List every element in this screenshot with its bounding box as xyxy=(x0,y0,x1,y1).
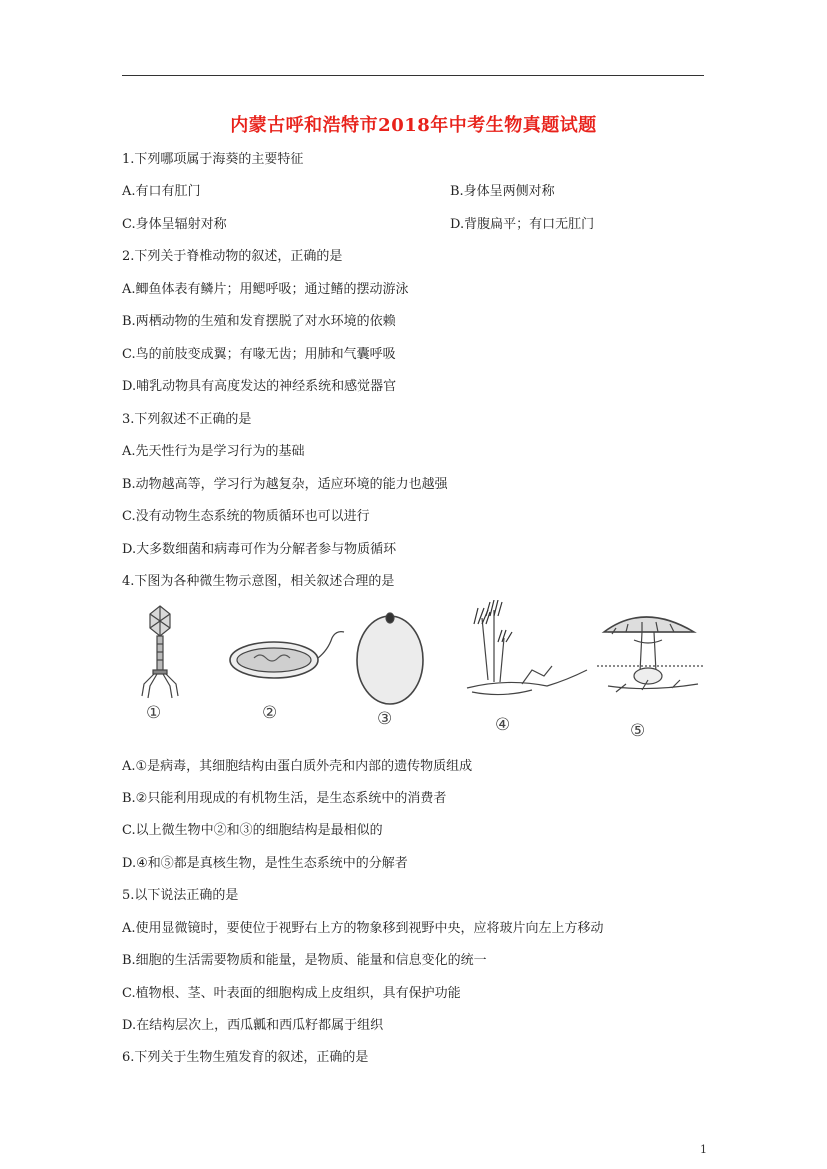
figure-label-5: ⑤ xyxy=(630,721,646,741)
q5-option-a: A.使用显微镜时，要使位于视野右上方的物象移到视野中央，应将玻片向左上方移动 xyxy=(122,921,604,936)
bacterium-drawing xyxy=(230,632,344,678)
q5-option-d: D.在结构层次上，西瓜瓤和西瓜籽都属于组织 xyxy=(122,1018,384,1033)
q2-option-b: B.两栖动物的生殖和发育摆脱了对水环境的依赖 xyxy=(122,314,396,329)
q4-stem: 4.下图为各种微生物示意图，相关叙述合理的是 xyxy=(122,574,395,589)
q3-option-d: D.大多数细菌和病毒可作为分解者参与物质循环 xyxy=(122,542,397,557)
bacteriophage-drawing xyxy=(142,606,178,698)
q5-stem: 5.以下说法正确的是 xyxy=(122,888,239,903)
q2-option-c: C.鸟的前肢变成翼；有喙无齿；用肺和气囊呼吸 xyxy=(122,347,396,362)
q4-option-b: B.②只能利用现成的有机物生活，是生态系统中的消费者 xyxy=(122,791,447,806)
q4-option-d: D.④和⑤都是真核生物，是性生态系统中的分解者 xyxy=(122,856,408,871)
page-title: 内蒙古呼和浩特市2018年中考生物真题试题 xyxy=(230,115,597,136)
page-number: 1 xyxy=(700,1143,707,1156)
figure-label-2: ② xyxy=(262,703,278,723)
q3-option-c: C.没有动物生态系统的物质循环也可以进行 xyxy=(122,509,370,524)
figure-label-1: ① xyxy=(146,703,162,723)
q2-option-d: D.哺乳动物具有高度发达的神经系统和感觉器官 xyxy=(122,379,397,394)
q3-option-a: A.先天性行为是学习行为的基础 xyxy=(122,444,305,459)
mold-drawing xyxy=(467,600,587,695)
q6-stem: 6.下列关于生物生殖发育的叙述，正确的是 xyxy=(122,1050,369,1065)
q4-option-c: C.以上微生物中②和③的细胞结构是最相似的 xyxy=(122,823,383,838)
q5-option-b: B.细胞的生活需要物质和能量，是物质、能量和信息变化的统一 xyxy=(122,953,487,968)
q2-option-a: A.鲫鱼体表有鳞片；用鳃呼吸；通过鳍的摆动游泳 xyxy=(122,282,409,297)
figure-label-3: ③ xyxy=(377,709,393,729)
q1-option-row-2 xyxy=(122,217,595,233)
q5-option-c: C.植物根、茎、叶表面的细胞构成上皮组织，具有保护功能 xyxy=(122,986,461,1001)
figure-label-4: ④ xyxy=(495,715,511,735)
q1-stem: 1.下列哪项属于海葵的主要特征 xyxy=(122,152,304,167)
q3-stem: 3.下列叙述不正确的是 xyxy=(122,412,252,427)
microorganism-figure xyxy=(122,600,704,745)
header-rule xyxy=(122,75,704,76)
q1-option-b: B.身体呈两侧对称 xyxy=(450,184,555,199)
q4-option-a: A.①是病毒，其细胞结构由蛋白质外壳和内部的遗传物质组成 xyxy=(122,759,473,774)
q1-option-c: C.身体呈辐射对称 xyxy=(122,217,227,232)
q3-option-b: B.动物越高等，学习行为越复杂，适应环境的能力也越强 xyxy=(122,477,448,492)
q1-option-a: A.有口有肛门 xyxy=(122,184,201,199)
q1-option-d: D.背腹扁平；有口无肛门 xyxy=(450,217,595,232)
q2-stem: 2.下列关于脊椎动物的叙述，正确的是 xyxy=(122,249,343,264)
q1-option-row-1 xyxy=(122,184,555,200)
mushroom-drawing xyxy=(597,617,704,692)
yeast-cell-drawing xyxy=(357,613,423,704)
